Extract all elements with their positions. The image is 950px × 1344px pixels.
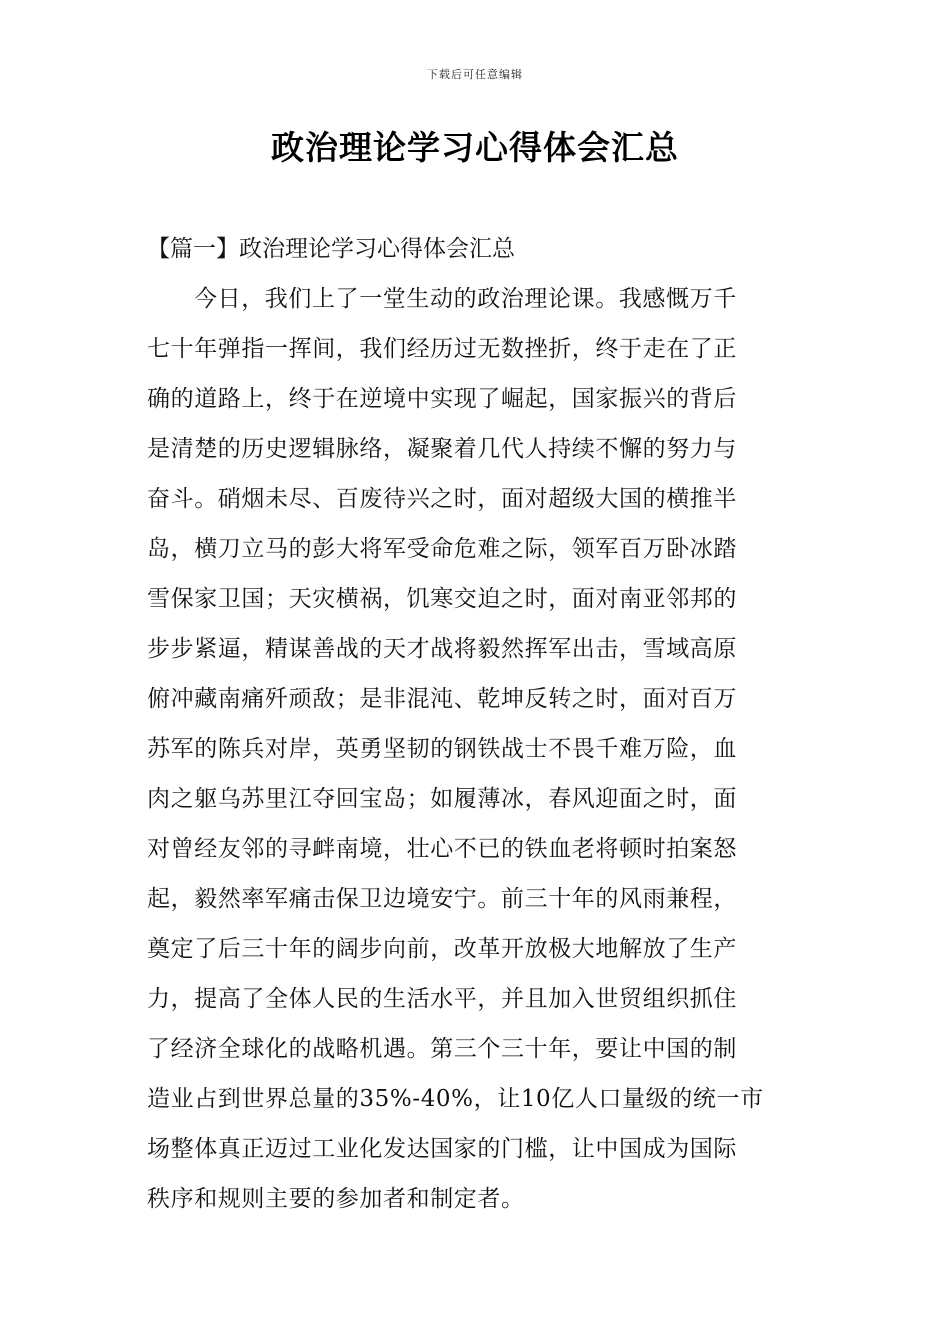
body-line: 岛，横刀立马的彭大将军受命危难之际，领军百万卧冰踏	[147, 536, 737, 562]
body-line: 力，提高了全体人民的生活水平，并且加入世贸组织抓住	[147, 986, 737, 1012]
body-line: 奋斗。硝烟未尽、百废待兴之时，面对超级大国的横推半	[147, 486, 737, 512]
body-line: 苏军的陈兵对岸，英勇坚韧的钢铁战士不畏千难万险，血	[147, 736, 737, 762]
body-line: 对曾经友邻的寻衅南境，壮心不已的铁血老将顿时拍案怒	[147, 836, 737, 862]
body-line: 场整体真正迈过工业化发达国家的门槛，让中国成为国际	[147, 1136, 737, 1162]
body-line: 确的道路上，终于在逆境中实现了崛起，国家振兴的背后	[147, 386, 737, 412]
body-line: 起，毅然率军痛击保卫边境安宁。前三十年的风雨兼程，	[147, 886, 737, 912]
body-line: 七十年弹指一挥间，我们经历过无数挫折，终于走在了正	[147, 336, 737, 362]
body-paragraph	[147, 279, 807, 1229]
body-line: 步步紧逼，精谋善战的天才战将毅然挥军出击，雪域高原	[147, 636, 737, 662]
body-line: 造业占到世界总量的35%-40%，让10亿人口量级的统一市	[147, 1086, 764, 1112]
body-line: 奠定了后三十年的阔步向前，改革开放极大地解放了生产	[147, 936, 737, 962]
header-note: 下载后可任意编辑	[427, 68, 523, 81]
body-line: 是清楚的历史逻辑脉络，凝聚着几代人持续不懈的努力与	[147, 436, 737, 462]
section-heading: 【篇一】政治理论学习心得体会汇总	[147, 236, 515, 262]
body-line: 肉之躯乌苏里江夺回宝岛；如履薄冰，春风迎面之时，面	[147, 786, 737, 812]
page-title: 政治理论学习心得体会汇总	[271, 128, 679, 167]
body-line: 俯冲藏南痛歼顽敌；是非混沌、乾坤反转之时，面对百万	[147, 686, 737, 712]
body-line: 雪保家卫国；天灾横祸，饥寒交迫之时，面对南亚邻邦的	[147, 586, 737, 612]
body-line: 今日，我们上了一堂生动的政治理论课。我感慨万千	[194, 286, 737, 312]
body-line: 秩序和规则主要的参加者和制定者。	[147, 1186, 525, 1212]
body-line: 了经济全球化的战略机遇。第三个三十年，要让中国的制	[147, 1036, 737, 1062]
